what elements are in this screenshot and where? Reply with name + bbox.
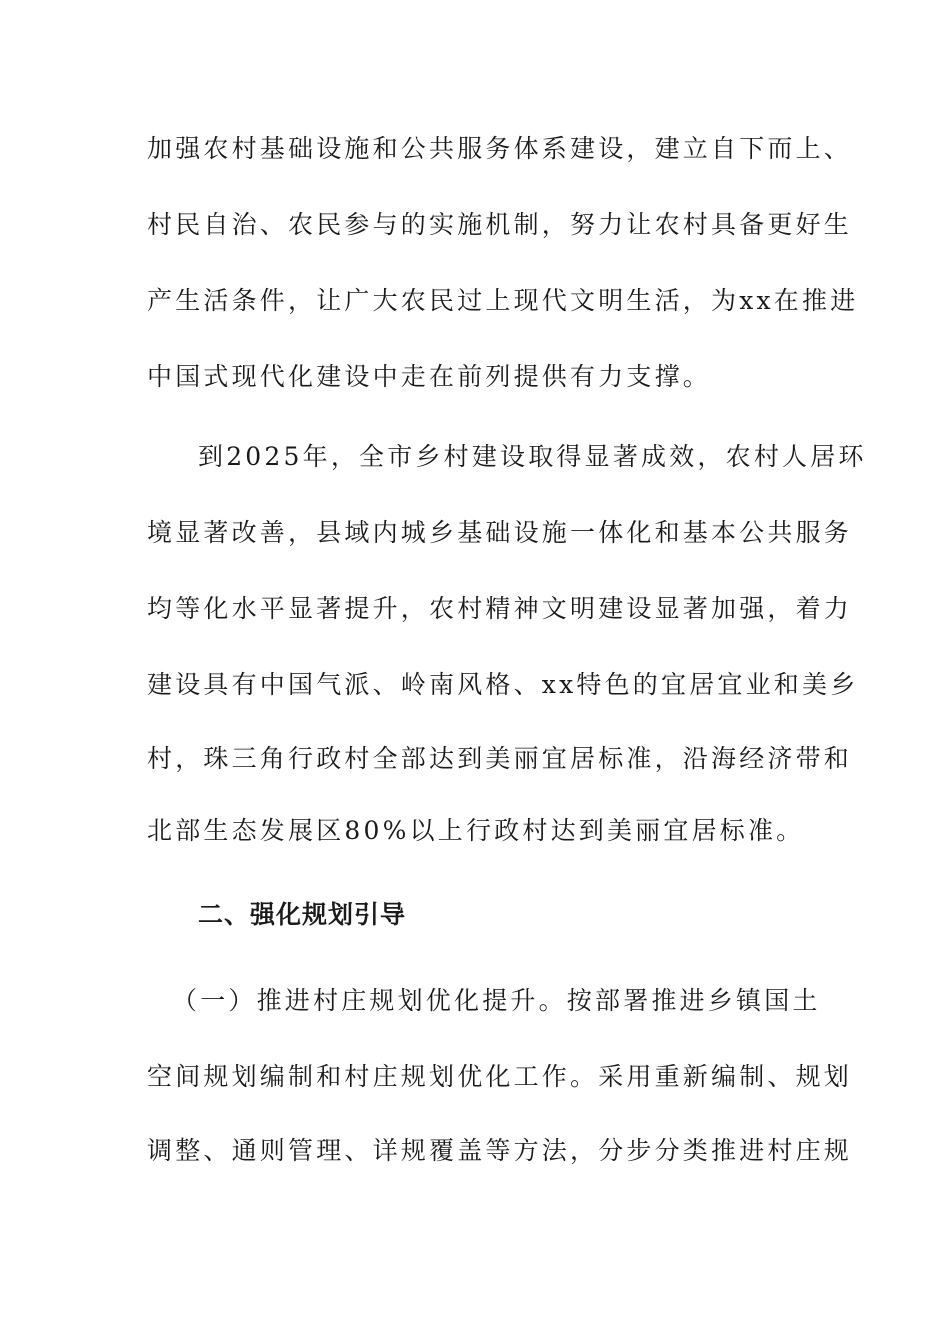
paragraph-2-line-3: 均等化水平显著提升，农村精神文明建设显著加强，着力 xyxy=(147,594,853,623)
section-heading: 二、强化规划引导 xyxy=(198,900,407,929)
paragraph-3-line-1: （一）推进村庄规划优化提升。按部署推进乡镇国土 xyxy=(172,986,821,1015)
paragraph-2-line-5: 村，珠三角行政村全部达到美丽宜居标准，沿海经济带和 xyxy=(147,744,853,773)
paragraph-3-line-2: 空间规划编制和村庄规划优化工作。采用重新编制、规划 xyxy=(147,1062,853,1091)
paragraph-2-line-2: 境显著改善，县域内城乡基础设施一体化和基本公共服务 xyxy=(147,518,853,547)
paragraph-2-line-4: 建设具有中国气派、岭南风格、xx特色的宜居宜业和美乡 xyxy=(147,670,859,699)
paragraph-1-line-4: 中国式现代化建设中走在前列提供有力支撑。 xyxy=(147,362,712,391)
paragraph-1-line-3: 产生活条件，让广大农民过上现代文明生活，为xx在推进 xyxy=(147,286,859,315)
paragraph-1-line-1: 加强农村基础设施和公共服务体系建设，建立自下而上、 xyxy=(147,134,853,163)
paragraph-2-line-1: 到2025年，全市乡村建设取得显著成效，农村人居环 xyxy=(198,442,867,471)
paragraph-1-line-2: 村民自治、农民参与的实施机制，努力让农村具备更好生 xyxy=(147,210,853,239)
paragraph-3-line-3: 调整、通则管理、详规覆盖等方法，分步分类推进村庄规 xyxy=(147,1136,853,1165)
paragraph-2-line-6: 北部生态发展区80%以上行政村达到美丽宜居标准。 xyxy=(147,816,805,845)
